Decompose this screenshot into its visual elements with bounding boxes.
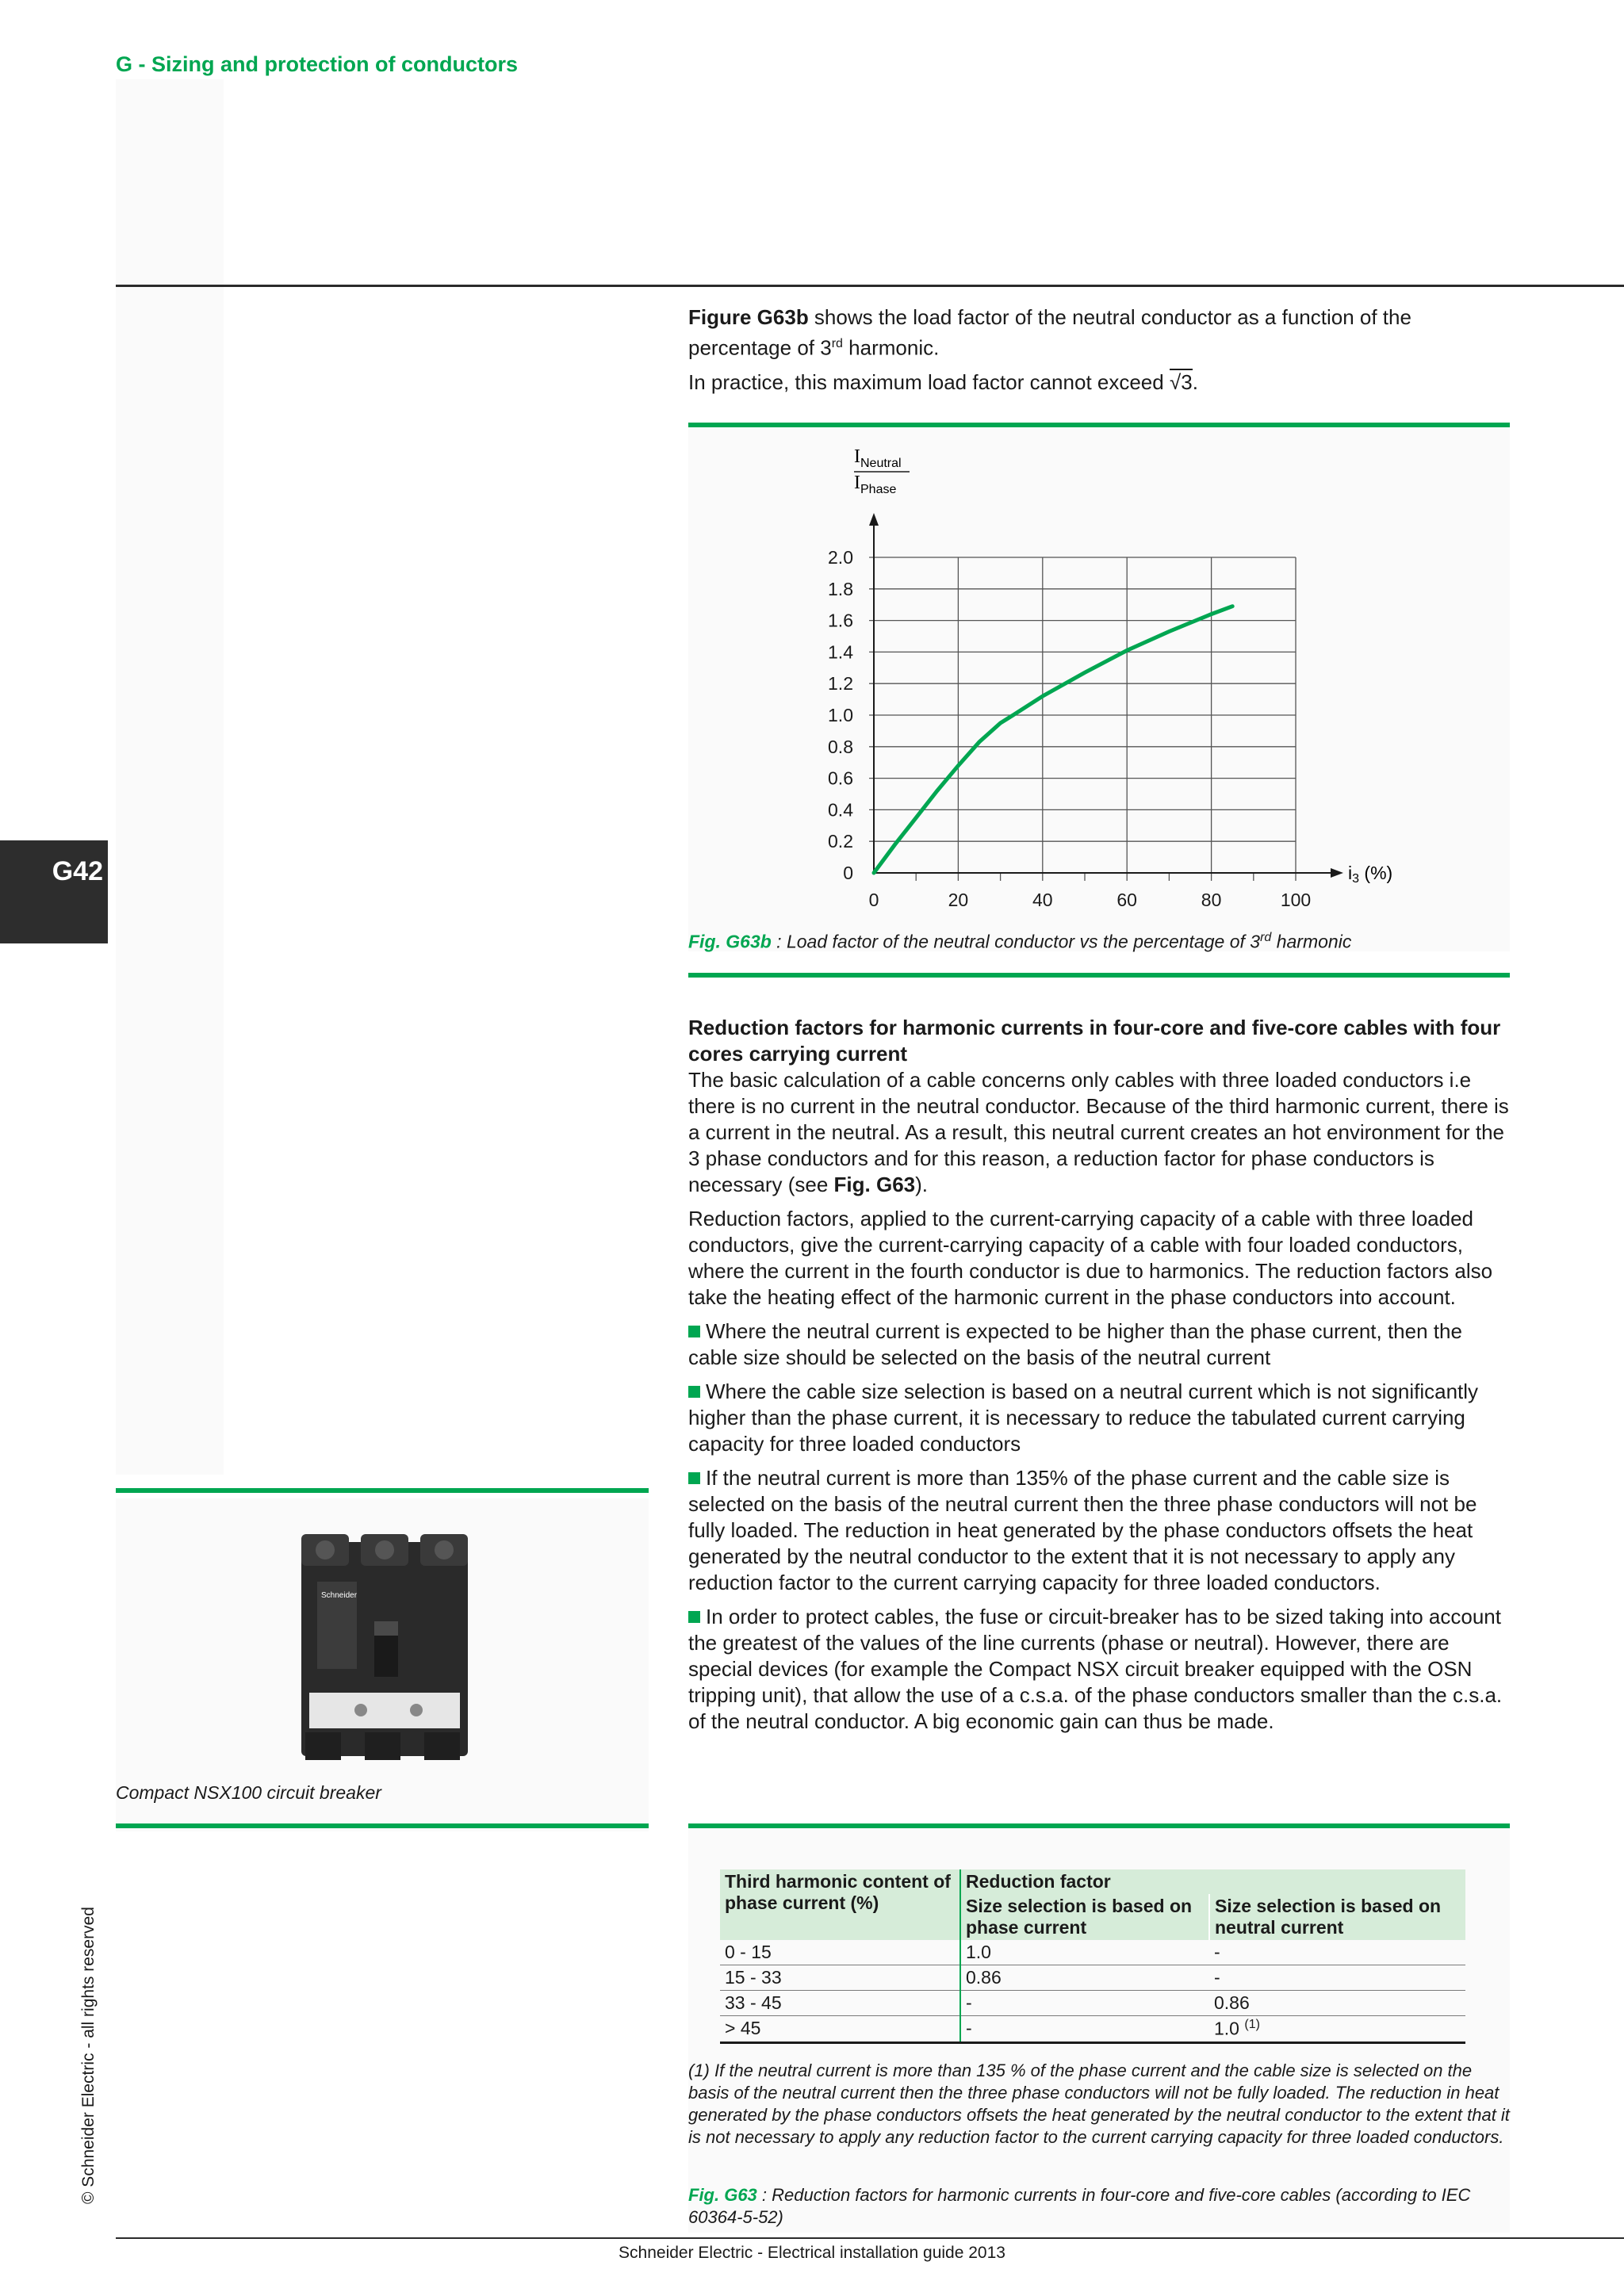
chart-axes (869, 513, 1343, 878)
chart-ticks (916, 873, 1296, 881)
y-tick-label: 1.4 (828, 641, 853, 663)
intro-line-1: Figure G63b shows the load factor of the neutral conductor as a function of the (688, 305, 1411, 329)
table-row: 33 - 45 - 0.86 (720, 1991, 1465, 2016)
x-tick-label: 20 (948, 890, 969, 910)
intro-line-2: percentage of 3rd harmonic. (688, 335, 940, 360)
y-tick-label: 0.8 (828, 736, 853, 757)
intro-line-3: In practice, this maximum load factor cannot exceed √3. (688, 369, 1198, 394)
reduction-paragraph-2: Reduction factors, applied to the current-carrying capacity of a cable with three loaded conductors, give the current-carrying capacity of a cable with four loaded conductors, where the current in the fourth conductor is due to harmonics. The reduction factors also take the heating effect of the harmonic current in the phase conductors into account. (688, 1207, 1493, 1309)
x-tick-label: 80 (1201, 890, 1222, 910)
fig-g63b-caption: Fig. G63b : Load factor of the neutral conductor vs the percentage of 3rd harmonic (688, 931, 1352, 952)
col-header-neutral: Size selection is based on neutral current (1209, 1894, 1465, 1940)
y-tick-label: 1.0 (828, 705, 853, 725)
green-rule-table-top (688, 1823, 1510, 1828)
table-row: 15 - 33 0.86 - (720, 1965, 1465, 1991)
x-tick-label: 40 (1032, 890, 1053, 910)
breaker-brand-label: Schneider (321, 1591, 358, 1600)
copyright: © Schneider Electric - all rights reserved (79, 1907, 98, 2204)
section-title: G - Sizing and protection of conductors (116, 52, 518, 76)
sqrt3: √3 (1169, 369, 1193, 394)
bullet-1: Where the neutral current is expected to be higher than the phase current, then the cable size should be selected on the basis of the neutral current (688, 1319, 1462, 1369)
page-number-tab (0, 840, 108, 943)
bullet-square-icon (688, 1386, 700, 1398)
x-tick-label: 60 (1116, 890, 1137, 910)
reduction-factor-table (720, 1869, 1465, 2044)
y-tick-label: 0.2 (828, 831, 853, 852)
sidebar-background (116, 79, 224, 1475)
table-footnote: (1) If the neutral current is more than 135 % of the phase current and the cable size is selected on the basis of the neutral current then the three phase conductors will not be fully loaded. The reduction in heat generated by the phase conductors offsets the heat generated by the neutral conductor to the extent that it is not necessary to apply any reduction factor to the current carrying capacity for three loaded conductors. (688, 2061, 1510, 2147)
green-rule-breaker-bottom (116, 1823, 649, 1828)
x-axis-arrow-icon (1331, 868, 1343, 878)
chart-labels (828, 547, 1311, 910)
x-tick-label: 0 (868, 890, 879, 910)
y-label-numerator: $I_{Neutral}$ (854, 446, 902, 470)
reduction-paragraph-1: The basic calculation of a cable concerns only cables with three loaded conductors i.e there is no current in the neutral conductor. Because of the third harmonic current, there is a current in the neutral. As a result, this neutral current creates an hot environment for the 3 phase conductors and for this reason, a reduction factor for phase conductors is necessary (see Fig. G63). (688, 1068, 1509, 1196)
y-tick-label: 0.4 (828, 799, 853, 821)
col-header-harmonic: Third harmonic content of phase current (%) (720, 1869, 960, 1940)
y-tick-label: 2.0 (828, 547, 853, 568)
figure-ref: Figure G63b (688, 305, 809, 329)
bottom-rule (116, 2237, 1624, 2239)
green-rule-chart-bottom (688, 973, 1510, 978)
fig-g63b-label: Fig. G63b (688, 931, 772, 952)
y-tick-label: 1.2 (828, 673, 853, 695)
load-factor-chart (688, 432, 1510, 924)
intro-block (688, 304, 1510, 396)
y-axis-arrow-icon (869, 513, 879, 526)
bullet-2: Where the cable size selection is based on a neutral current which is not significantly higher than the phase current, it is necessary to reduce the tabulated current carrying capacity for three loaded conductors (688, 1380, 1479, 1456)
y-tick-label: 1.6 (828, 610, 853, 631)
fig-g63-caption: Fig. G63 : Reduction factors for harmonic currents in four-core and five-core cables (according to IEC 60364-5-52) (688, 2185, 1471, 2227)
col-header-phase: Size selection is based on phase current (960, 1894, 1209, 1940)
breaker-caption: Compact NSX100 circuit breaker (116, 1782, 381, 1803)
page-footer: Schneider Electric - Electrical installation guide 2013 (619, 2244, 1005, 2262)
green-rule-breaker-top (116, 1488, 649, 1493)
bullet-3: If the neutral current is more than 135% of the phase current and the cable size is selected on the basis of the neutral current then the three phase conductors will not be fully loaded. The reduction in heat generated by the phase conductors offsets the heat generated by the neutral conductor to the extent that it is not necessary to apply any reduction factor to the current carrying capacity for three loaded conductors. (688, 1466, 1477, 1594)
y-tick-label: 1.8 (828, 578, 853, 599)
x-tick-label: 100 (1280, 890, 1312, 910)
footnote-marker: (1) (1244, 2018, 1260, 2031)
series-line (874, 607, 1232, 873)
bullet-4: In order to protect cables, the fuse or circuit-breaker has to be sized taking into account the greatest of the values of the line currents (phase or neutral). However, there are special devices (for example the Compact NSX circuit breaker equipped with the OSN tripping unit), that allow the use of a c.s.a. of the phase conductors smaller than the c.s.a. of the neutral conductor. A big economic gain can thus be made. (688, 1605, 1503, 1733)
y-tick-label: 0.6 (828, 767, 853, 789)
circuit-breaker-image (285, 1526, 484, 1764)
bullet-square-icon (688, 1472, 700, 1484)
fig-g63-label: Fig. G63 (688, 2185, 757, 2205)
page-number: G42 (52, 856, 103, 886)
table-row: 0 - 15 1.0 - (720, 1940, 1465, 1965)
top-rule (116, 285, 1624, 287)
bullet-square-icon (688, 1611, 700, 1623)
reduction-heading: Reduction factors for harmonic currents in four-core and five-core cables with four cores carrying current (688, 1016, 1501, 1066)
table-row: > 45 - 1.0 $^{(1)}$ (720, 2016, 1465, 2043)
group-header-reduction-factor: Reduction factor (960, 1869, 1465, 1894)
bullet-square-icon (688, 1326, 700, 1337)
x-axis-label: i3 (%) (1348, 863, 1393, 886)
reduction-section (688, 1015, 1510, 1735)
y-tick-label: 0 (843, 863, 853, 883)
green-rule-chart-top (688, 423, 1510, 427)
y-label-denominator: $I_{Phase}$ (854, 473, 897, 496)
